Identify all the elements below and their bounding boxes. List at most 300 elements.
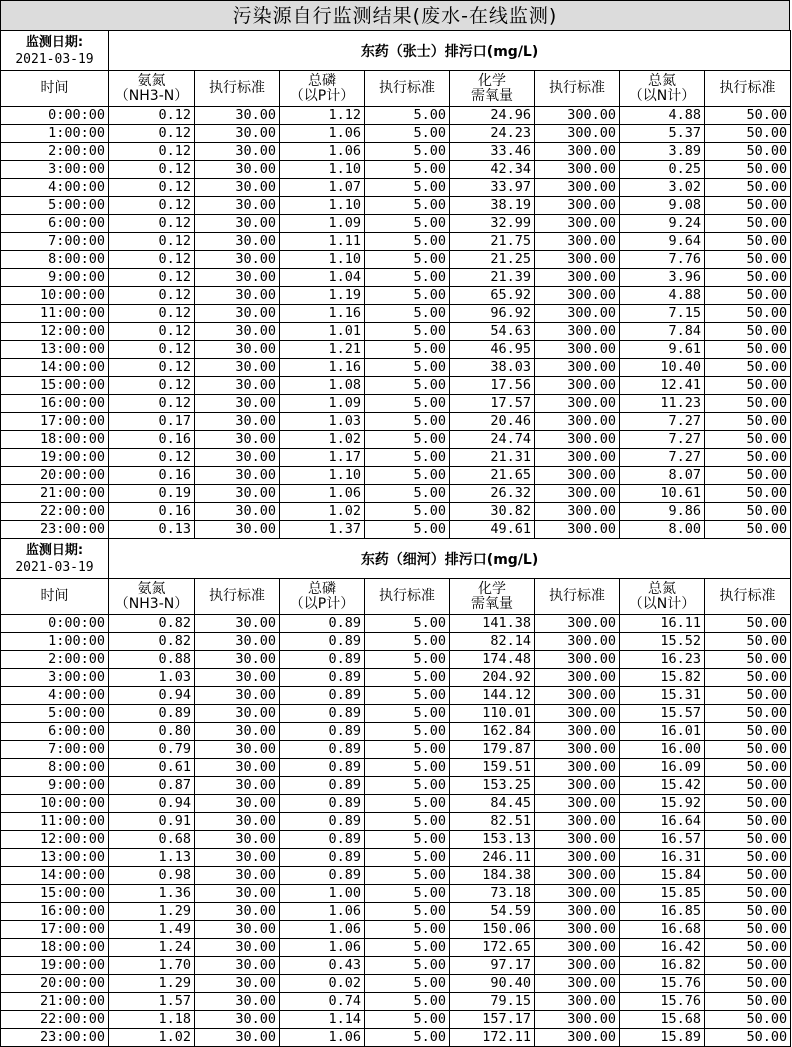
cell-phosphorus-standard: 5.00 <box>365 197 450 215</box>
table-row <box>1 521 791 539</box>
cell-nitrogen: 8.00 <box>620 521 705 539</box>
cell-nitrogen: 15.76 <box>620 975 705 993</box>
cell-cod: 153.13 <box>450 831 535 849</box>
cell-ammonia: 1.03 <box>109 669 195 687</box>
cell-cod: 65.92 <box>450 287 535 305</box>
cell-nitrogen-standard: 50.00 <box>705 741 791 759</box>
cell-cod: 21.31 <box>450 449 535 467</box>
cell-phosphorus-standard: 5.00 <box>365 831 450 849</box>
cell-cod: 162.84 <box>450 723 535 741</box>
cell-time: 1:00:00 <box>1 633 109 651</box>
cell-cod-standard: 300.00 <box>535 741 620 759</box>
table-row <box>1 341 791 359</box>
cell-nitrogen-standard: 50.00 <box>705 885 791 903</box>
header-line-2: 需氧量 <box>471 595 513 612</box>
cell-phosphorus: 1.09 <box>280 215 365 233</box>
cell-time: 16:00:00 <box>1 395 109 413</box>
cell-cod: 46.95 <box>450 341 535 359</box>
table-row <box>1 161 791 179</box>
cell-ammonia: 0.12 <box>109 269 195 287</box>
cell-cod-standard: 300.00 <box>535 269 620 287</box>
cell-phosphorus: 1.06 <box>280 939 365 957</box>
cell-cod: 49.61 <box>450 521 535 539</box>
cell-phosphorus-standard: 5.00 <box>365 1029 450 1047</box>
cell-cod-standard: 300.00 <box>535 1029 620 1047</box>
cell-cod: 54.63 <box>450 323 535 341</box>
cell-nitrogen: 16.68 <box>620 921 705 939</box>
column-header-ammonia <box>109 579 195 615</box>
outlet-name: 东药（张士）排污口(mg/L) <box>109 31 791 71</box>
cell-phosphorus: 0.89 <box>280 795 365 813</box>
cell-phosphorus-standard: 5.00 <box>365 849 450 867</box>
section-header-row <box>1 31 791 71</box>
cell-cod: 82.14 <box>450 633 535 651</box>
column-header-cod-standard: 执行标准 <box>535 71 620 107</box>
cell-nitrogen: 16.11 <box>620 615 705 633</box>
cell-cod: 84.45 <box>450 795 535 813</box>
cell-cod-standard: 300.00 <box>535 903 620 921</box>
cell-phosphorus-standard: 5.00 <box>365 885 450 903</box>
cell-time: 8:00:00 <box>1 759 109 777</box>
cell-ammonia: 0.17 <box>109 413 195 431</box>
cell-nitrogen: 7.15 <box>620 305 705 323</box>
cell-phosphorus-standard: 5.00 <box>365 795 450 813</box>
cell-cod: 150.06 <box>450 921 535 939</box>
cell-phosphorus-standard: 5.00 <box>365 1011 450 1029</box>
cell-cod: 73.18 <box>450 885 535 903</box>
table-row <box>1 813 791 831</box>
cell-nitrogen: 15.68 <box>620 1011 705 1029</box>
cell-phosphorus-standard: 5.00 <box>365 975 450 993</box>
cell-ammonia: 0.19 <box>109 485 195 503</box>
cell-phosphorus: 0.89 <box>280 831 365 849</box>
cell-nitrogen: 3.02 <box>620 179 705 197</box>
table-row <box>1 1011 791 1029</box>
cell-ammonia-standard: 30.00 <box>195 341 280 359</box>
cell-ammonia-standard: 30.00 <box>195 795 280 813</box>
cell-phosphorus: 0.89 <box>280 849 365 867</box>
cell-cod: 21.39 <box>450 269 535 287</box>
cell-ammonia-standard: 30.00 <box>195 939 280 957</box>
cell-ammonia: 0.12 <box>109 179 195 197</box>
cell-ammonia-standard: 30.00 <box>195 777 280 795</box>
cell-ammonia: 0.12 <box>109 107 195 125</box>
cell-phosphorus: 1.06 <box>280 1029 365 1047</box>
cell-time: 6:00:00 <box>1 215 109 233</box>
cell-ammonia: 0.12 <box>109 377 195 395</box>
cell-cod: 144.12 <box>450 687 535 705</box>
cell-ammonia: 1.13 <box>109 849 195 867</box>
cell-nitrogen: 15.31 <box>620 687 705 705</box>
column-header-ammonia-standard: 执行标准 <box>195 579 280 615</box>
cell-ammonia-standard: 30.00 <box>195 813 280 831</box>
results-table <box>0 30 791 1047</box>
cell-cod-standard: 300.00 <box>535 377 620 395</box>
cell-cod-standard: 300.00 <box>535 795 620 813</box>
cell-cod-standard: 300.00 <box>535 179 620 197</box>
cell-nitrogen-standard: 50.00 <box>705 633 791 651</box>
cell-cod: 96.92 <box>450 305 535 323</box>
cell-time: 10:00:00 <box>1 795 109 813</box>
cell-phosphorus-standard: 5.00 <box>365 161 450 179</box>
header-line-1: 氨氮 <box>137 72 166 89</box>
cell-phosphorus: 1.12 <box>280 107 365 125</box>
cell-cod-standard: 300.00 <box>535 957 620 975</box>
cell-cod-standard: 300.00 <box>535 705 620 723</box>
cell-cod: 54.59 <box>450 903 535 921</box>
cell-time: 17:00:00 <box>1 413 109 431</box>
cell-phosphorus: 1.00 <box>280 885 365 903</box>
cell-nitrogen-standard: 50.00 <box>705 125 791 143</box>
cell-nitrogen: 11.23 <box>620 395 705 413</box>
cell-time: 22:00:00 <box>1 503 109 521</box>
cell-nitrogen: 16.31 <box>620 849 705 867</box>
column-header-row <box>1 579 791 615</box>
cell-cod: 21.65 <box>450 467 535 485</box>
cell-cod-standard: 300.00 <box>535 669 620 687</box>
cell-time: 11:00:00 <box>1 305 109 323</box>
cell-ammonia: 0.89 <box>109 705 195 723</box>
table-row <box>1 107 791 125</box>
cell-cod-standard: 300.00 <box>535 849 620 867</box>
header-line-1: 总磷 <box>308 72 336 89</box>
date-value: 2021-03-19 <box>15 559 94 575</box>
table-row <box>1 705 791 723</box>
cell-cod: 157.17 <box>450 1011 535 1029</box>
cell-phosphorus-standard: 5.00 <box>365 741 450 759</box>
cell-ammonia-standard: 30.00 <box>195 125 280 143</box>
cell-ammonia-standard: 30.00 <box>195 287 280 305</box>
cell-cod-standard: 300.00 <box>535 521 620 539</box>
cell-phosphorus-standard: 5.00 <box>365 687 450 705</box>
cell-cod-standard: 300.00 <box>535 107 620 125</box>
cell-nitrogen-standard: 50.00 <box>705 1029 791 1047</box>
cell-nitrogen: 10.61 <box>620 485 705 503</box>
cell-nitrogen-standard: 50.00 <box>705 431 791 449</box>
cell-ammonia-standard: 30.00 <box>195 615 280 633</box>
cell-ammonia: 0.12 <box>109 125 195 143</box>
cell-phosphorus: 0.89 <box>280 741 365 759</box>
cell-cod: 246.11 <box>450 849 535 867</box>
cell-phosphorus: 1.10 <box>280 467 365 485</box>
cell-phosphorus: 1.06 <box>280 485 365 503</box>
cell-nitrogen-standard: 50.00 <box>705 323 791 341</box>
cell-nitrogen-standard: 50.00 <box>705 903 791 921</box>
cell-ammonia-standard: 30.00 <box>195 107 280 125</box>
cell-ammonia-standard: 30.00 <box>195 233 280 251</box>
cell-nitrogen-standard: 50.00 <box>705 233 791 251</box>
cell-nitrogen: 15.84 <box>620 867 705 885</box>
table-row <box>1 197 791 215</box>
cell-nitrogen-standard: 50.00 <box>705 251 791 269</box>
cell-time: 4:00:00 <box>1 687 109 705</box>
cell-phosphorus: 1.16 <box>280 305 365 323</box>
table-row <box>1 449 791 467</box>
cell-ammonia-standard: 30.00 <box>195 269 280 287</box>
table-row <box>1 867 791 885</box>
cell-nitrogen-standard: 50.00 <box>705 161 791 179</box>
cell-ammonia-standard: 30.00 <box>195 831 280 849</box>
header-line-2: （以N计） <box>628 595 696 612</box>
cell-phosphorus-standard: 5.00 <box>365 125 450 143</box>
cell-nitrogen-standard: 50.00 <box>705 975 791 993</box>
cell-nitrogen: 7.76 <box>620 251 705 269</box>
cell-nitrogen: 16.23 <box>620 651 705 669</box>
date-label: 监测日期: <box>25 34 84 50</box>
cell-time: 13:00:00 <box>1 849 109 867</box>
cell-cod: 204.92 <box>450 669 535 687</box>
cell-ammonia: 1.57 <box>109 993 195 1011</box>
date-label: 监测日期: <box>25 542 84 558</box>
header-line-2: （NH3-N） <box>114 595 189 612</box>
cell-cod-standard: 300.00 <box>535 305 620 323</box>
cell-phosphorus-standard: 5.00 <box>365 993 450 1011</box>
cell-time: 15:00:00 <box>1 377 109 395</box>
cell-nitrogen: 15.76 <box>620 993 705 1011</box>
cell-nitrogen: 9.64 <box>620 233 705 251</box>
cell-ammonia: 0.12 <box>109 233 195 251</box>
cell-phosphorus-standard: 5.00 <box>365 615 450 633</box>
cell-nitrogen: 7.27 <box>620 413 705 431</box>
cell-ammonia: 1.36 <box>109 885 195 903</box>
cell-cod-standard: 300.00 <box>535 777 620 795</box>
cell-time: 11:00:00 <box>1 813 109 831</box>
table-row <box>1 395 791 413</box>
cell-phosphorus: 1.37 <box>280 521 365 539</box>
cell-cod-standard: 300.00 <box>535 503 620 521</box>
cell-nitrogen-standard: 50.00 <box>705 485 791 503</box>
cell-nitrogen: 4.88 <box>620 287 705 305</box>
column-header-nitrogen-standard: 执行标准 <box>705 71 791 107</box>
cell-cod-standard: 300.00 <box>535 197 620 215</box>
cell-ammonia: 1.49 <box>109 921 195 939</box>
cell-time: 9:00:00 <box>1 269 109 287</box>
column-header-ammonia <box>109 71 195 107</box>
cell-time: 12:00:00 <box>1 323 109 341</box>
cell-cod-standard: 300.00 <box>535 467 620 485</box>
cell-phosphorus-standard: 5.00 <box>365 867 450 885</box>
cell-phosphorus-standard: 5.00 <box>365 813 450 831</box>
header-line-1: 化学 <box>478 580 506 597</box>
cell-ammonia-standard: 30.00 <box>195 1029 280 1047</box>
cell-cod-standard: 300.00 <box>535 633 620 651</box>
cell-ammonia-standard: 30.00 <box>195 143 280 161</box>
table-row <box>1 921 791 939</box>
cell-nitrogen: 10.40 <box>620 359 705 377</box>
cell-phosphorus-standard: 5.00 <box>365 431 450 449</box>
cell-ammonia: 0.80 <box>109 723 195 741</box>
header-line-2: 需氧量 <box>471 87 513 104</box>
cell-nitrogen-standard: 50.00 <box>705 993 791 1011</box>
cell-time: 9:00:00 <box>1 777 109 795</box>
cell-phosphorus: 1.06 <box>280 125 365 143</box>
cell-cod: 141.38 <box>450 615 535 633</box>
cell-time: 1:00:00 <box>1 125 109 143</box>
cell-phosphorus-standard: 5.00 <box>365 377 450 395</box>
cell-phosphorus: 1.06 <box>280 143 365 161</box>
cell-cod-standard: 300.00 <box>535 485 620 503</box>
cell-cod-standard: 300.00 <box>535 813 620 831</box>
cell-phosphorus-standard: 5.00 <box>365 449 450 467</box>
cell-time: 18:00:00 <box>1 431 109 449</box>
cell-ammonia: 0.82 <box>109 633 195 651</box>
cell-cod-standard: 300.00 <box>535 759 620 777</box>
cell-ammonia-standard: 30.00 <box>195 651 280 669</box>
cell-ammonia: 0.12 <box>109 251 195 269</box>
cell-ammonia: 0.12 <box>109 359 195 377</box>
cell-ammonia-standard: 30.00 <box>195 485 280 503</box>
table-row <box>1 993 791 1011</box>
cell-time: 13:00:00 <box>1 341 109 359</box>
cell-time: 17:00:00 <box>1 921 109 939</box>
cell-nitrogen: 5.37 <box>620 125 705 143</box>
cell-phosphorus: 1.06 <box>280 903 365 921</box>
cell-ammonia: 0.91 <box>109 813 195 831</box>
cell-nitrogen: 9.61 <box>620 341 705 359</box>
cell-phosphorus: 1.21 <box>280 341 365 359</box>
cell-nitrogen-standard: 50.00 <box>705 197 791 215</box>
cell-time: 21:00:00 <box>1 485 109 503</box>
cell-cod: 38.19 <box>450 197 535 215</box>
cell-cod-standard: 300.00 <box>535 993 620 1011</box>
cell-phosphorus: 0.74 <box>280 993 365 1011</box>
cell-ammonia-standard: 30.00 <box>195 521 280 539</box>
cell-phosphorus: 0.89 <box>280 759 365 777</box>
cell-ammonia: 0.12 <box>109 449 195 467</box>
header-line-1: 化学 <box>478 72 506 89</box>
cell-time: 23:00:00 <box>1 521 109 539</box>
cell-cod-standard: 300.00 <box>535 287 620 305</box>
cell-nitrogen: 9.08 <box>620 197 705 215</box>
cell-time: 7:00:00 <box>1 233 109 251</box>
column-header-cod <box>450 71 535 107</box>
cell-phosphorus-standard: 5.00 <box>365 143 450 161</box>
cell-cod-standard: 300.00 <box>535 125 620 143</box>
cell-cod: 26.32 <box>450 485 535 503</box>
cell-phosphorus-standard: 5.00 <box>365 503 450 521</box>
cell-time: 8:00:00 <box>1 251 109 269</box>
cell-phosphorus-standard: 5.00 <box>365 777 450 795</box>
cell-phosphorus-standard: 5.00 <box>365 957 450 975</box>
cell-ammonia-standard: 30.00 <box>195 413 280 431</box>
cell-cod-standard: 300.00 <box>535 867 620 885</box>
cell-phosphorus: 0.89 <box>280 723 365 741</box>
cell-nitrogen: 16.00 <box>620 741 705 759</box>
table-row <box>1 885 791 903</box>
cell-cod: 153.25 <box>450 777 535 795</box>
cell-ammonia: 0.12 <box>109 143 195 161</box>
cell-ammonia-standard: 30.00 <box>195 377 280 395</box>
cell-cod-standard: 300.00 <box>535 143 620 161</box>
cell-phosphorus-standard: 5.00 <box>365 305 450 323</box>
cell-cod-standard: 300.00 <box>535 939 620 957</box>
cell-nitrogen: 15.89 <box>620 1029 705 1047</box>
cell-phosphorus: 0.89 <box>280 687 365 705</box>
table-row <box>1 233 791 251</box>
cell-phosphorus: 1.07 <box>280 179 365 197</box>
table-row <box>1 485 791 503</box>
table-row <box>1 741 791 759</box>
cell-nitrogen-standard: 50.00 <box>705 921 791 939</box>
table-row <box>1 723 791 741</box>
header-line-1: 总磷 <box>308 580 336 597</box>
table-row <box>1 831 791 849</box>
cell-phosphorus: 0.89 <box>280 813 365 831</box>
cell-ammonia: 1.29 <box>109 975 195 993</box>
cell-nitrogen: 7.27 <box>620 431 705 449</box>
column-header-cod-standard: 执行标准 <box>535 579 620 615</box>
cell-ammonia: 0.68 <box>109 831 195 849</box>
column-header-cod <box>450 579 535 615</box>
cell-cod: 90.40 <box>450 975 535 993</box>
cell-phosphorus-standard: 5.00 <box>365 651 450 669</box>
cell-ammonia: 1.70 <box>109 957 195 975</box>
cell-nitrogen: 16.82 <box>620 957 705 975</box>
cell-nitrogen-standard: 50.00 <box>705 777 791 795</box>
cell-nitrogen: 3.96 <box>620 269 705 287</box>
cell-time: 6:00:00 <box>1 723 109 741</box>
cell-nitrogen-standard: 50.00 <box>705 849 791 867</box>
cell-nitrogen-standard: 50.00 <box>705 269 791 287</box>
cell-nitrogen: 16.85 <box>620 903 705 921</box>
cell-ammonia-standard: 30.00 <box>195 179 280 197</box>
cell-nitrogen: 7.27 <box>620 449 705 467</box>
cell-cod: 79.15 <box>450 993 535 1011</box>
table-row <box>1 957 791 975</box>
cell-cod: 32.99 <box>450 215 535 233</box>
cell-phosphorus: 1.10 <box>280 161 365 179</box>
cell-ammonia-standard: 30.00 <box>195 759 280 777</box>
cell-ammonia-standard: 30.00 <box>195 849 280 867</box>
cell-ammonia: 0.12 <box>109 323 195 341</box>
cell-nitrogen: 0.25 <box>620 161 705 179</box>
cell-nitrogen-standard: 50.00 <box>705 377 791 395</box>
cell-cod-standard: 300.00 <box>535 723 620 741</box>
cell-nitrogen: 4.88 <box>620 107 705 125</box>
column-header-time: 时间 <box>1 71 109 107</box>
cell-nitrogen-standard: 50.00 <box>705 503 791 521</box>
cell-cod-standard: 300.00 <box>535 615 620 633</box>
cell-phosphorus: 0.43 <box>280 957 365 975</box>
cell-cod: 174.48 <box>450 651 535 669</box>
table-row <box>1 669 791 687</box>
table-row <box>1 777 791 795</box>
cell-cod: 30.82 <box>450 503 535 521</box>
cell-phosphorus-standard: 5.00 <box>365 413 450 431</box>
cell-phosphorus-standard: 5.00 <box>365 323 450 341</box>
cell-nitrogen-standard: 50.00 <box>705 723 791 741</box>
table-row <box>1 759 791 777</box>
column-header-nitrogen <box>620 579 705 615</box>
cell-ammonia: 0.88 <box>109 651 195 669</box>
cell-ammonia-standard: 30.00 <box>195 669 280 687</box>
cell-cod: 82.51 <box>450 813 535 831</box>
cell-phosphorus: 1.11 <box>280 233 365 251</box>
header-line-2: （以P计） <box>289 595 355 612</box>
cell-nitrogen-standard: 50.00 <box>705 867 791 885</box>
cell-ammonia: 0.12 <box>109 197 195 215</box>
cell-phosphorus-standard: 5.00 <box>365 359 450 377</box>
cell-nitrogen-standard: 50.00 <box>705 305 791 323</box>
cell-cod-standard: 300.00 <box>535 651 620 669</box>
cell-nitrogen-standard: 50.00 <box>705 687 791 705</box>
cell-ammonia: 0.13 <box>109 521 195 539</box>
cell-nitrogen: 9.86 <box>620 503 705 521</box>
cell-ammonia: 0.16 <box>109 503 195 521</box>
cell-nitrogen-standard: 50.00 <box>705 413 791 431</box>
cell-ammonia-standard: 30.00 <box>195 431 280 449</box>
cell-nitrogen-standard: 50.00 <box>705 287 791 305</box>
